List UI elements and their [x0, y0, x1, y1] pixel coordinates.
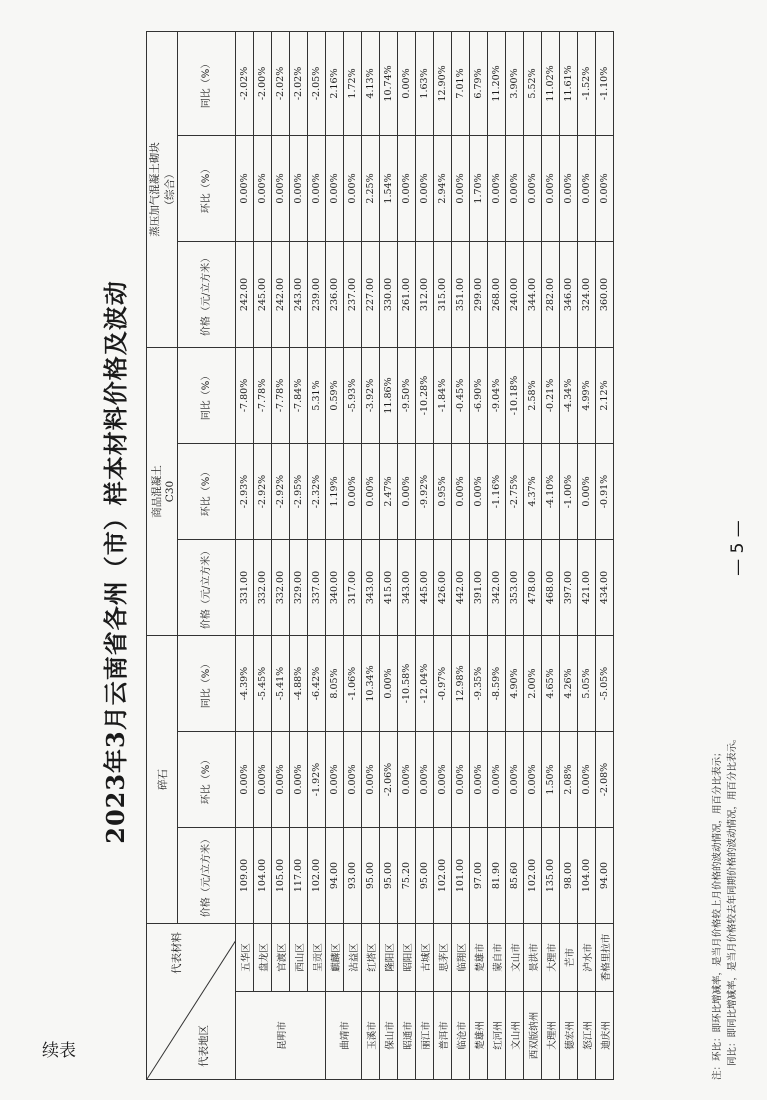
value-cell: 434.00 [596, 539, 614, 635]
value-cell: 12.90% [434, 31, 452, 135]
value-cell: 135.00 [542, 828, 560, 924]
value-cell: -5.45% [254, 635, 272, 731]
value-cell: 0.00% [398, 135, 416, 241]
value-cell: 101.00 [452, 828, 470, 924]
value-cell: 421.00 [578, 539, 596, 635]
value-cell: -2.05% [308, 31, 326, 135]
value-cell: 0.00% [416, 732, 434, 828]
value-cell: 346.00 [560, 241, 578, 347]
value-cell: 102.00 [434, 828, 452, 924]
mom-header: 环比（%） [178, 135, 236, 241]
value-cell: 468.00 [542, 539, 560, 635]
value-cell: 0.00% [308, 135, 326, 241]
city-cell: 迪庆州 [596, 992, 614, 1080]
value-cell: -2.95% [290, 443, 308, 539]
value-cell: -0.45% [452, 347, 470, 443]
table-row [524, 31, 542, 1079]
value-cell: 2.16% [326, 31, 344, 135]
value-cell: 2.00% [524, 635, 542, 731]
district-cell: 楚雄市 [470, 924, 488, 992]
value-cell: -9.35% [470, 635, 488, 731]
value-cell: 268.00 [488, 241, 506, 347]
value-cell: -4.88% [290, 635, 308, 731]
price-header: 价格（元/立方米） [178, 241, 236, 347]
value-cell: 4.37% [524, 443, 542, 539]
value-cell: 299.00 [470, 241, 488, 347]
value-cell: 12.98% [452, 635, 470, 731]
value-cell: 332.00 [272, 539, 290, 635]
table-row [506, 31, 524, 1079]
city-cell: 怒江州 [578, 992, 596, 1080]
mom-header: 环比（%） [178, 732, 236, 828]
value-cell: 332.00 [254, 539, 272, 635]
value-cell: 0.00% [578, 135, 596, 241]
page-title: 2023年3月云南省各州（市）样本材料价格及波动 [101, 280, 130, 844]
value-cell: 10.74% [380, 31, 398, 135]
value-cell: 0.00% [470, 732, 488, 828]
value-cell: -1.84% [434, 347, 452, 443]
value-cell: -4.10% [542, 443, 560, 539]
value-cell: 0.00% [326, 732, 344, 828]
value-cell: 317.00 [344, 539, 362, 635]
value-cell: 353.00 [506, 539, 524, 635]
city-cell: 普洱市 [434, 992, 452, 1080]
district-cell: 官渡区 [272, 924, 290, 992]
value-cell: 0.00% [452, 135, 470, 241]
value-cell: 0.00% [344, 135, 362, 241]
value-cell: -0.21% [542, 347, 560, 443]
city-cell: 西双版纳州 [524, 992, 542, 1080]
value-cell: 0.00% [380, 635, 398, 731]
value-cell: 11.02% [542, 31, 560, 135]
value-cell: -10.18% [506, 347, 524, 443]
value-cell: -1.52% [578, 31, 596, 135]
district-cell: 西山区 [290, 924, 308, 992]
value-cell: 242.00 [236, 241, 254, 347]
district-cell: 沾益区 [344, 924, 362, 992]
value-cell: 415.00 [380, 539, 398, 635]
group-name: 蒸压加气混凝土砌块 [149, 142, 161, 237]
table-row [326, 31, 344, 1079]
value-cell: -2.06% [380, 732, 398, 828]
value-cell: 2.58% [524, 347, 542, 443]
district-cell: 盘龙区 [254, 924, 272, 992]
yoy-header: 同比（%） [178, 635, 236, 731]
city-cell: 曲靖市 [326, 992, 362, 1080]
value-cell: 5.52% [524, 31, 542, 135]
page-number: — 5 — [728, 520, 748, 576]
value-cell: 4.13% [362, 31, 380, 135]
district-cell: 文山市 [506, 924, 524, 992]
city-cell: 玉溪市 [362, 992, 380, 1080]
value-cell: 240.00 [506, 241, 524, 347]
value-cell: 117.00 [290, 828, 308, 924]
table-row [470, 31, 488, 1079]
value-cell: 0.00% [398, 443, 416, 539]
value-cell: -9.04% [488, 347, 506, 443]
value-cell: 0.00% [236, 135, 254, 241]
value-cell: -12.04% [416, 635, 434, 731]
city-cell: 昭通市 [398, 992, 416, 1080]
value-cell: 343.00 [362, 539, 380, 635]
city-cell: 大理州 [542, 992, 560, 1080]
material-label: 代表材料 [171, 932, 183, 974]
value-cell: 4.65% [542, 635, 560, 731]
value-cell: 0.00% [434, 732, 452, 828]
table-row [272, 31, 290, 1079]
value-cell: -0.97% [434, 635, 452, 731]
table-row [254, 31, 272, 1079]
value-cell: 344.00 [524, 241, 542, 347]
value-cell: 0.00% [272, 732, 290, 828]
value-cell: 11.20% [488, 31, 506, 135]
district-cell: 香格里拉市 [596, 924, 614, 992]
yoy-header: 同比（%） [178, 347, 236, 443]
district-cell: 隆阳区 [380, 924, 398, 992]
value-cell: 282.00 [542, 241, 560, 347]
district-cell: 呈贡区 [308, 924, 326, 992]
value-cell: 0.00% [542, 135, 560, 241]
value-cell: 442.00 [452, 539, 470, 635]
value-cell: -10.28% [416, 347, 434, 443]
value-cell: 0.00% [362, 443, 380, 539]
value-cell: 0.00% [290, 732, 308, 828]
value-cell: 391.00 [470, 539, 488, 635]
table-row [398, 31, 416, 1079]
group-header-concrete [147, 347, 178, 635]
table-row [488, 31, 506, 1079]
value-cell: -6.90% [470, 347, 488, 443]
value-cell: 237.00 [344, 241, 362, 347]
value-cell: 1.63% [416, 31, 434, 135]
value-cell: 0.00% [560, 135, 578, 241]
value-cell: 342.00 [488, 539, 506, 635]
value-cell: -5.93% [344, 347, 362, 443]
group-name: 商品混凝土 [150, 465, 163, 518]
value-cell: 0.00% [506, 732, 524, 828]
value-cell: -1.06% [344, 635, 362, 731]
value-cell: -5.41% [272, 635, 290, 731]
district-cell: 红塔区 [362, 924, 380, 992]
value-cell: 351.00 [452, 241, 470, 347]
value-cell: 75.20 [398, 828, 416, 924]
city-cell: 红河州 [488, 992, 506, 1080]
district-cell: 五华区 [236, 924, 254, 992]
value-cell: 95.00 [380, 828, 398, 924]
table-row [596, 31, 614, 1079]
value-cell: -8.59% [488, 635, 506, 731]
value-cell: 478.00 [524, 539, 542, 635]
value-cell: 95.00 [362, 828, 380, 924]
group-name: 碎石 [156, 769, 169, 790]
value-cell: 0.00% [452, 443, 470, 539]
value-cell: 93.00 [344, 828, 362, 924]
value-cell: 11.61% [560, 31, 578, 135]
value-cell: 2.47% [380, 443, 398, 539]
value-cell: 11.86% [380, 347, 398, 443]
value-cell: 236.00 [326, 241, 344, 347]
value-cell: -2.08% [596, 732, 614, 828]
value-cell: -1.10% [596, 31, 614, 135]
value-cell: 426.00 [434, 539, 452, 635]
value-cell: -7.78% [254, 347, 272, 443]
value-cell: 4.99% [578, 347, 596, 443]
value-cell: -2.32% [308, 443, 326, 539]
notes [710, 733, 740, 1080]
value-cell: 109.00 [236, 828, 254, 924]
value-cell: 105.00 [272, 828, 290, 924]
value-cell: -2.92% [272, 443, 290, 539]
value-cell: 312.00 [416, 241, 434, 347]
city-cell: 楚雄州 [470, 992, 488, 1080]
table-row [560, 31, 578, 1079]
note-2: 同比：即同比增减率，是当月价格较去年同期价格的波动情况，用百分比表示。 [727, 733, 738, 1066]
district-cell: 泸水市 [578, 924, 596, 992]
value-cell: 0.00% [362, 732, 380, 828]
value-cell: 95.00 [416, 828, 434, 924]
district-cell: 古城区 [416, 924, 434, 992]
value-cell: 0.00% [578, 732, 596, 828]
value-cell: 0.95% [434, 443, 452, 539]
mom-header: 环比（%） [178, 443, 236, 539]
value-cell: 0.00% [398, 732, 416, 828]
value-cell: 0.00% [290, 135, 308, 241]
value-cell: 315.00 [434, 241, 452, 347]
value-cell: 1.70% [470, 135, 488, 241]
value-cell: 261.00 [398, 241, 416, 347]
district-cell: 麒麟区 [326, 924, 344, 992]
note-1: 注：环比：即环比增减率，是当月价格较上月价格的波动情况，用百分比表示； [712, 747, 723, 1080]
value-cell: 8.05% [326, 635, 344, 731]
table-row [416, 31, 434, 1079]
value-cell: 104.00 [578, 828, 596, 924]
value-cell: -9.50% [398, 347, 416, 443]
table-row [452, 31, 470, 1079]
value-cell: 10.34% [362, 635, 380, 731]
value-cell: -3.92% [362, 347, 380, 443]
value-cell: 227.00 [362, 241, 380, 347]
value-cell: -2.00% [254, 31, 272, 135]
value-cell: 0.00% [470, 443, 488, 539]
district-cell: 昭阳区 [398, 924, 416, 992]
city-cell: 昆明市 [236, 992, 326, 1080]
price-header: 价格（元/立方米） [178, 828, 236, 924]
value-cell: -1.00% [560, 443, 578, 539]
value-cell: 1.50% [542, 732, 560, 828]
value-cell: 0.00% [272, 135, 290, 241]
group-header-gravel [147, 635, 178, 923]
value-cell: 3.90% [506, 31, 524, 135]
value-cell: -1.92% [308, 732, 326, 828]
value-cell: 0.00% [254, 135, 272, 241]
district-cell: 临翔区 [452, 924, 470, 992]
value-cell: -2.02% [236, 31, 254, 135]
diagonal-line [147, 924, 236, 1080]
group-sub: （综合） [164, 168, 176, 211]
table-row [578, 31, 596, 1079]
region-label: 代表地区 [198, 1025, 210, 1067]
city-cell: 保山市 [380, 992, 398, 1080]
value-cell: 397.00 [560, 539, 578, 635]
value-cell: -6.42% [308, 635, 326, 731]
table-row [380, 31, 398, 1079]
value-cell: -2.02% [272, 31, 290, 135]
table-row [542, 31, 560, 1079]
value-cell: -7.78% [272, 347, 290, 443]
value-cell: 97.00 [470, 828, 488, 924]
value-cell: 4.26% [560, 635, 578, 731]
value-cell: 0.00% [416, 135, 434, 241]
value-cell: 102.00 [524, 828, 542, 924]
value-cell: 0.00% [236, 732, 254, 828]
value-cell: 0.00% [524, 732, 542, 828]
value-cell: 0.59% [326, 347, 344, 443]
district-cell: 景洪市 [524, 924, 542, 992]
value-cell: 0.00% [596, 135, 614, 241]
value-cell: 94.00 [326, 828, 344, 924]
price-header: 价格（元/立方米） [178, 539, 236, 635]
value-cell: 0.00% [524, 135, 542, 241]
table-row [344, 31, 362, 1079]
table-row [236, 31, 254, 1079]
value-cell: 104.00 [254, 828, 272, 924]
value-cell: 0.00% [398, 31, 416, 135]
group-sub: C30 [163, 480, 176, 503]
city-cell: 文山州 [506, 992, 524, 1080]
city-cell: 丽江市 [416, 992, 434, 1080]
value-cell: 0.00% [578, 443, 596, 539]
value-cell: 245.00 [254, 241, 272, 347]
value-cell: -9.92% [416, 443, 434, 539]
district-cell: 芒市 [560, 924, 578, 992]
value-cell: 239.00 [308, 241, 326, 347]
value-cell: 343.00 [398, 539, 416, 635]
value-cell: -5.05% [596, 635, 614, 731]
value-cell: 5.05% [578, 635, 596, 731]
value-cell: 0.00% [488, 732, 506, 828]
district-cell: 蒙自市 [488, 924, 506, 992]
value-cell: -7.80% [236, 347, 254, 443]
value-cell: 1.54% [380, 135, 398, 241]
value-cell: 2.12% [596, 347, 614, 443]
value-cell: 0.00% [506, 135, 524, 241]
value-cell: 1.72% [344, 31, 362, 135]
group-header-block [147, 31, 178, 347]
value-cell: 324.00 [578, 241, 596, 347]
value-cell: -2.75% [506, 443, 524, 539]
value-cell: 0.00% [344, 443, 362, 539]
value-cell: 2.25% [362, 135, 380, 241]
value-cell: -4.39% [236, 635, 254, 731]
value-cell: -2.92% [254, 443, 272, 539]
city-cell: 德宏州 [560, 992, 578, 1080]
value-cell: 94.00 [596, 828, 614, 924]
value-cell: 5.31% [308, 347, 326, 443]
value-cell: 360.00 [596, 241, 614, 347]
value-cell: 0.00% [254, 732, 272, 828]
table-row [290, 31, 308, 1079]
value-cell: 102.00 [308, 828, 326, 924]
value-cell: 7.01% [452, 31, 470, 135]
value-cell: -1.16% [488, 443, 506, 539]
value-cell: 329.00 [290, 539, 308, 635]
value-cell: 2.08% [560, 732, 578, 828]
value-cell: 242.00 [272, 241, 290, 347]
value-cell: 85.60 [506, 828, 524, 924]
value-cell: -2.02% [290, 31, 308, 135]
district-cell: 大理市 [542, 924, 560, 992]
corner-header [147, 924, 236, 1080]
value-cell: -10.58% [398, 635, 416, 731]
value-cell: 0.00% [488, 135, 506, 241]
value-cell: 2.94% [434, 135, 452, 241]
value-cell: 0.00% [326, 135, 344, 241]
value-cell: 331.00 [236, 539, 254, 635]
price-table [146, 31, 614, 1080]
value-cell: 243.00 [290, 241, 308, 347]
value-cell: 340.00 [326, 539, 344, 635]
table-row [308, 31, 326, 1079]
value-cell: -2.93% [236, 443, 254, 539]
city-cell: 临沧市 [452, 992, 470, 1080]
table-row [362, 31, 380, 1079]
value-cell: -7.84% [290, 347, 308, 443]
yoy-header: 同比（%） [178, 31, 236, 135]
value-cell: 445.00 [416, 539, 434, 635]
value-cell: 330.00 [380, 241, 398, 347]
table-row [434, 31, 452, 1079]
value-cell: 0.00% [344, 732, 362, 828]
value-cell: -0.91% [596, 443, 614, 539]
value-cell: 81.90 [488, 828, 506, 924]
value-cell: 1.19% [326, 443, 344, 539]
value-cell: 4.90% [506, 635, 524, 731]
value-cell: -4.34% [560, 347, 578, 443]
value-cell: 337.00 [308, 539, 326, 635]
value-cell: 6.79% [470, 31, 488, 135]
value-cell: 98.00 [560, 828, 578, 924]
continued-label: 续表 [42, 1041, 76, 1061]
value-cell: 0.00% [452, 732, 470, 828]
district-cell: 思茅区 [434, 924, 452, 992]
